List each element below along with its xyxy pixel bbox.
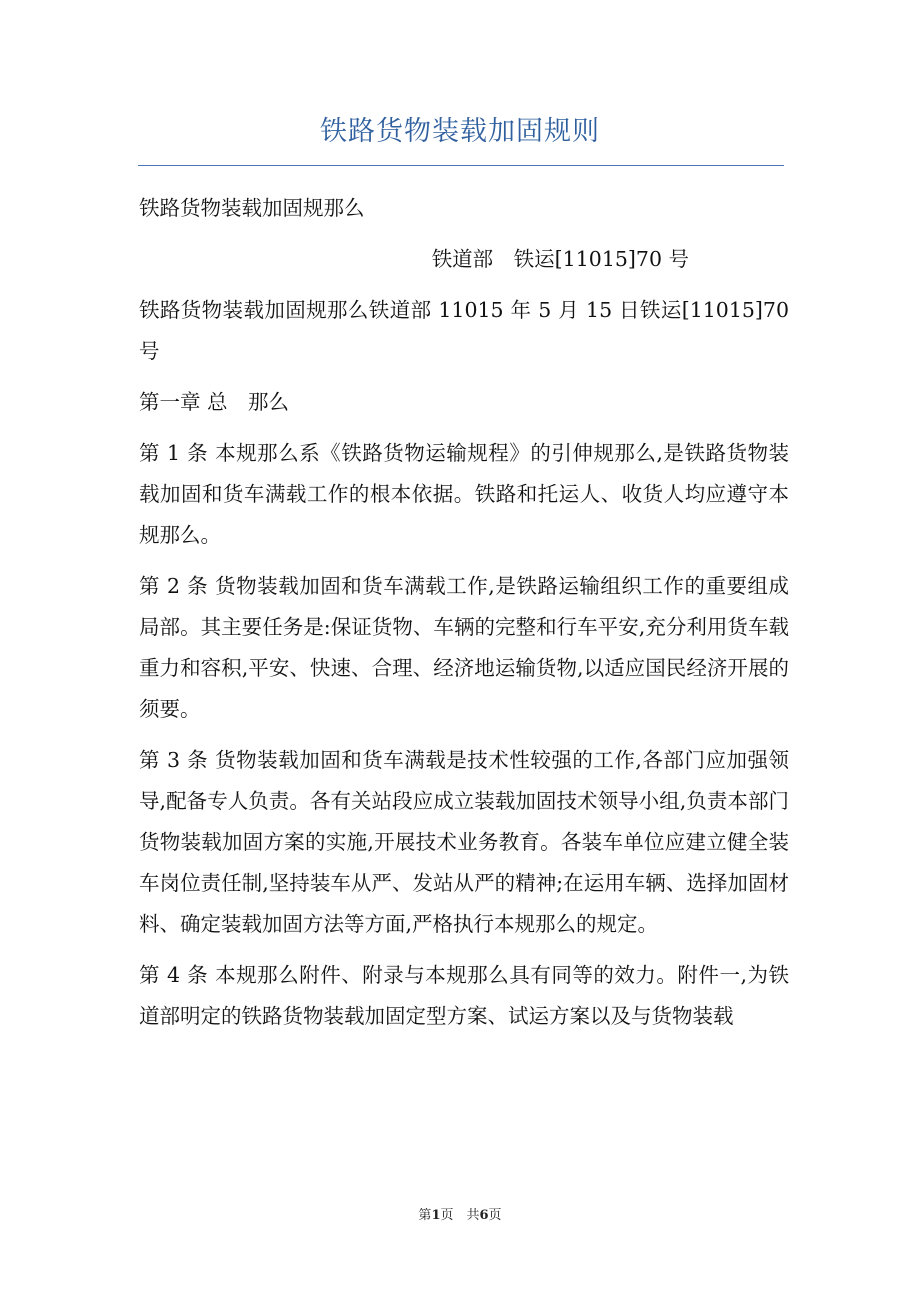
page-middle-text: 页 共 [440,1208,480,1223]
page-suffix: 页 [488,1208,502,1223]
page-footer [0,1207,920,1225]
chapter-heading: 第一章 总 那么 [139,390,290,414]
article-paragraph: 第 4 条 本规那么附件、附录与本规那么具有同等的效力。附件一,为铁道部明定的铁路货物装载加固定型方案、试运方案以及与货物装载 [139,963,789,1028]
total-pages-number: 6 [479,1208,489,1223]
issuer-reference: 铁道部 铁运[11015]70 号 [431,247,689,271]
document-title: 铁路货物装载加固规则 [320,116,600,147]
intro-paragraph: 铁路货物装载加固规那么铁道部 11015 年 5 月 15 日铁运[11015]70 号 [139,298,789,363]
subtitle-paragraph: 铁路货物装载加固规那么 [139,196,365,220]
page-prefix: 第 [418,1208,432,1223]
title-underline [138,165,784,166]
article-paragraph: 第 3 条 货物装载加固和货车满载是技术性较强的工作,各部门应加强领导,配备专人负责。各有关站段应成立装载加固技术领导小组,负责本部门货物装载加固方案的实施,开展技术业务教育。各装车单位应建立健全装车岗位责任制,坚持装车从严、发站从严的精神;在运用车辆、选择加固材料、确定装载加固方法等方面,严格执行本规那么的规定。 [139,748,789,936]
article-paragraph: 第 2 条 货物装载加固和货车满载工作,是铁路运输组织工作的重要组成局部。其主要任务是:保证货物、车辆的完整和行车平安,充分利用货车载重力和容积,平安、快速、合理、经济地运输货物,以适应国民经济开展的须要。 [139,574,789,721]
article-paragraph: 第 1 条 本规那么系《铁路货物运输规程》的引伸规那么,是铁路货物装载加固和货车满载工作的根本依据。铁路和托运人、收货人均应遵守本规那么。 [139,441,789,547]
document-body [139,188,789,1047]
current-page-number: 1 [431,1208,441,1223]
